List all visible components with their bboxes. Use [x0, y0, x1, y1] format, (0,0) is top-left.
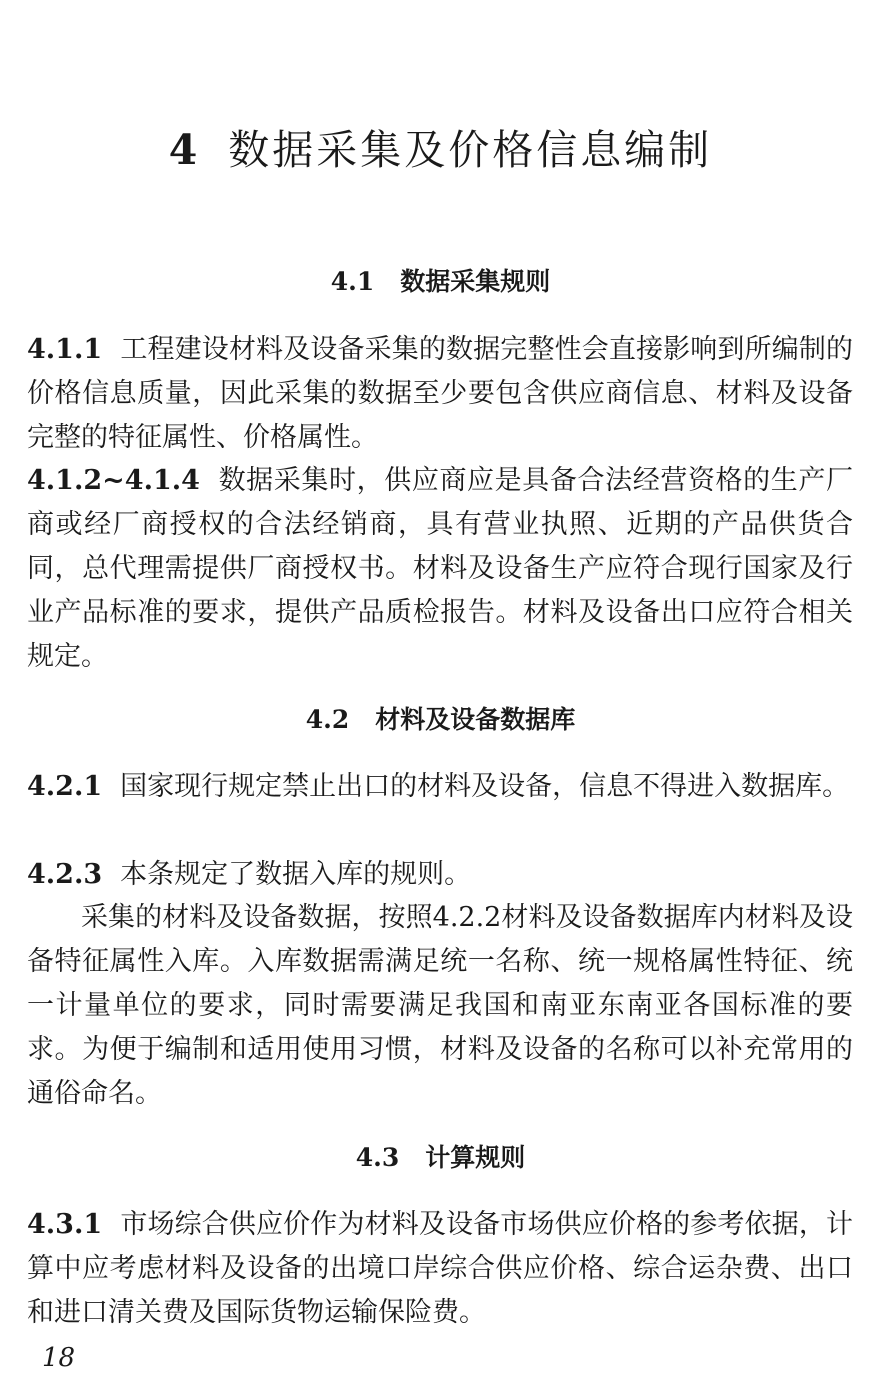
- chapter-number: 4: [168, 126, 201, 174]
- section-heading-4-1: [0, 264, 881, 300]
- section-number: 4.1: [330, 267, 375, 296]
- clause-text: 市场综合供应价作为材料及设备市场供应价格的参考依据，计算中应考虑材料及设备的出境口岸综合供应价格、综合运杂费、出口和进口清关费及国际货物运输保险费。: [27, 1209, 853, 1328]
- section-number: 4.2: [305, 705, 350, 734]
- chapter-title-text: 数据采集及价格信息编制: [228, 126, 713, 174]
- chapter-title: [0, 122, 881, 178]
- section-title: 材料及设备数据库: [375, 705, 576, 734]
- clause-4-1-2-to-4-1-4: [27, 459, 853, 679]
- clause-text: 国家现行规定禁止出口的材料及设备，信息不得进入数据库。: [120, 771, 850, 802]
- clause-number: 4.2.1: [27, 771, 103, 802]
- clause-4-1-1: [27, 328, 853, 460]
- clause-number: 4.3.1: [27, 1209, 103, 1240]
- clause-text: 工程建设材料及设备采集的数据完整性会直接影响到所编制的价格信息质量，因此采集的数据至少要包含供应商信息、材料及设备完整的特征属性、价格属性。: [27, 334, 853, 453]
- clause-text: 数据采集时，供应商应是具备合法经营资格的生产厂商或经厂商授权的合法经销商，具有营业执照、近期的产品供货合同，总代理需提供厂商授权书。材料及设备生产应符合现行国家及行业产品标准的要求，提供产品质检报告。材料及设备出口应符合相关规定。: [27, 465, 853, 672]
- paragraph-4-2-3-body: 采集的材料及设备数据，按照4.2.2材料及设备数据库内材料及设备特征属性入库。入库数据需满足统一名称、统一规格属性特征、统一计量单位的要求，同时需要满足我国和南亚东南亚各国标准的要求。为便于编制和适用使用习惯，材料及设备的名称可以补充常用的通俗命名。: [27, 902, 853, 1109]
- section-heading-4-2: [0, 702, 881, 738]
- section-heading-4-3: [0, 1140, 881, 1176]
- clause-number: 4.1.2~4.1.4: [27, 465, 200, 496]
- clause-4-3-1: [27, 1203, 853, 1335]
- page-number: 18: [42, 1343, 76, 1373]
- clause-4-2-3: [27, 853, 853, 897]
- clause-number: 4.1.1: [27, 334, 103, 365]
- clause-text: 本条规定了数据入库的规则。: [120, 859, 472, 890]
- section-title: 计算规则: [425, 1143, 526, 1172]
- section-title: 数据采集规则: [400, 267, 551, 296]
- clause-4-2-1: [27, 765, 853, 809]
- section-number: 4.3: [355, 1143, 400, 1172]
- clause-number: 4.2.3: [27, 859, 103, 890]
